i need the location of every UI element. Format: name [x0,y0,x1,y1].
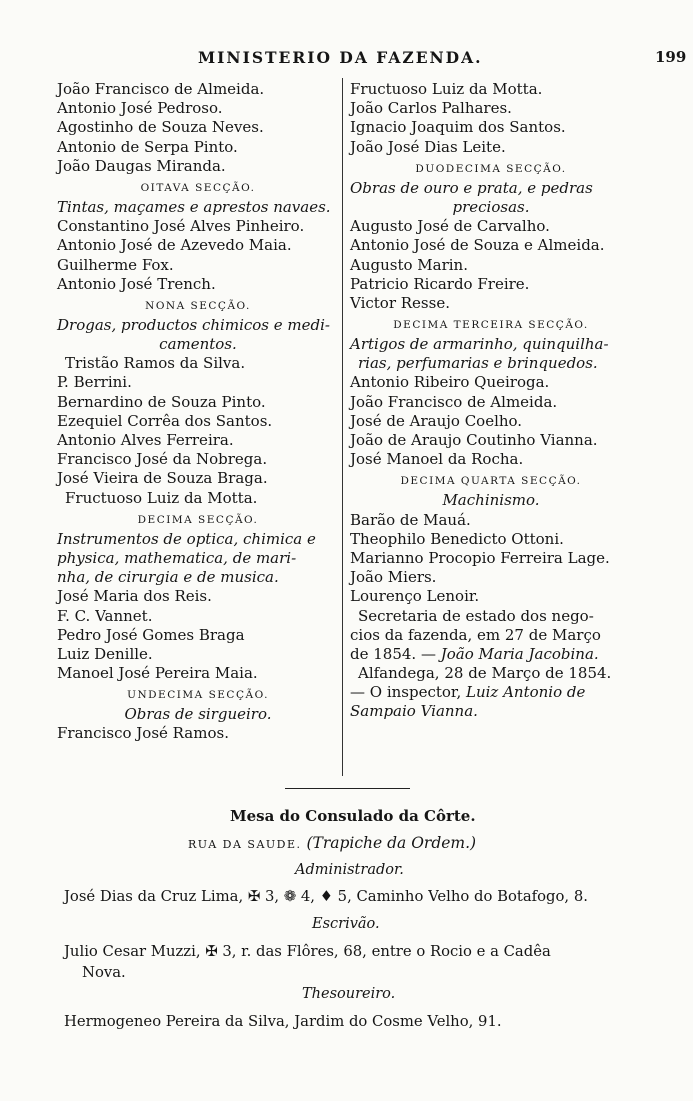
page-number: 199 [655,48,687,66]
section-heading-decima-terceira: DECIMA TERCEIRA SECÇÃO. [393,319,589,332]
escrivao-entry-cont: Nova. [82,964,126,981]
admin-label: Administrador. [295,862,404,878]
section-divider [285,788,410,789]
section-heading-undecima: UNDECIMA SECÇÃO. [127,689,269,702]
name-line: Victor Resse. [350,293,450,312]
closing-text: Secretaria de estado dos nego- [358,606,594,625]
section-subject: Drogas, productos chimicos e medi- [57,315,330,334]
section-subject: Artigos de armarinho, quinquilha- [350,335,609,354]
name-line: Francisco José Ramos. [57,724,229,743]
running-title: MINISTERIO DA FAZENDA. [198,48,483,67]
section-heading-oitava: OITAVA SECÇÃO. [140,181,256,194]
name-line: Theophilo Benedicto Ottoni. [350,529,564,548]
name-line: João Miers. [350,568,437,587]
name-line: Patricio Ricardo Freire. [350,274,530,293]
page-header [0,48,693,74]
inspector-label: — O inspector, [350,683,466,702]
closing-text: cios da fazenda, em 27 de Março [350,625,601,644]
name-line: Manoel José Pereira Maia. [57,664,258,683]
name-line: F. C. Vannet. [57,606,153,625]
name-line: Antonio de Serpa Pinto. [57,137,238,156]
name-line: Antonio Ribeiro Queiroga. [350,373,550,392]
consulado-address [188,833,476,855]
name-line: Tristão Ramos da Silva. [65,354,246,373]
closing-text: Alfandega, 28 de Março de 1854. [358,664,612,683]
name-line: Agostinho de Souza Neves. [57,118,264,137]
section-subject: Tintas, maçames e aprestos navaes. [57,197,331,216]
section-subject: physica, mathematica, de mari- [57,548,297,567]
closing-date: de 1854. — [350,644,441,663]
section-subject: Instrumentos de optica, chimica e [57,529,316,548]
name-line: Bernardino de Souza Pinto. [57,392,266,411]
tesoureiro-label: Thesoureiro. [302,986,396,1002]
name-line: Ignacio Joaquim dos Santos. [350,118,566,137]
inspector-name: Luiz Antonio de [466,683,586,702]
name-line: Luiz Denille. [57,644,153,663]
name-line: João José Dias Leite. [350,137,506,156]
address-street: RUA DA SAUDE. [188,838,302,851]
section-heading-nona: NONA SECÇÃO. [145,299,251,312]
section-heading-decima: DECIMA SECÇÃO. [137,513,259,526]
name-line: Antonio José Pedroso. [57,99,223,118]
section-subject: nha, de cirurgia e de musica. [57,568,279,587]
name-line: Lourenço Lenoir. [350,587,480,606]
section-subject: Obras de sirgueiro. [124,705,272,724]
name-line: João Daugas Miranda. [57,156,226,175]
name-line: Fructuoso Luiz da Motta. [65,488,258,507]
name-line: João de Araujo Coutinho Vianna. [350,431,598,449]
name-line: Antonio José Trench. [57,274,216,293]
column-divider [342,78,343,776]
name-line: Ezequiel Corrêa dos Santos. [57,411,273,430]
section-heading-duodecima: DUODECIMA SECÇÃO. [415,162,567,175]
name-line: Marianno Procopio Ferreira Lage. [350,548,610,567]
signatory-name: João Maria Jacobina. [440,644,599,663]
right-column [350,80,632,722]
address-building: (Trapiche da Ordem.) [306,834,477,852]
name-line: Francisco José da Nobrega. [57,450,268,469]
name-line: Antonio José de Souza e Almeida. [350,236,605,255]
closing-text [350,645,632,664]
name-line: João Francisco de Almeida. [350,392,558,411]
section-subject: Obras de ouro e prata, e pedras [350,178,593,197]
escrivao-label: Escrivão. [312,916,380,932]
left-column [57,80,339,744]
name-line: Fructuoso Luiz da Motta. [350,80,543,98]
name-line: João Carlos Palhares. [350,99,512,118]
inspector-name-cont: Sampaio Vianna. [350,702,478,721]
name-line: Augusto José de Carvalho. [350,217,550,236]
name-line: Antonio Alves Ferreira. [57,431,234,449]
name-line: Pedro José Gomes Braga [57,625,245,644]
section-subject: Machinismo. [442,491,540,510]
section-subject: preciosas. [452,197,530,216]
closing-text [350,683,632,702]
name-line: Guilherme Fox. [57,255,174,274]
name-line: Constantino José Alves Pinheiro. [57,217,305,236]
name-line: José Vieira de Souza Braga. [57,469,268,488]
name-line: Barão de Mauá. [350,510,471,529]
name-line: José de Araujo Coelho. [350,411,523,430]
section-heading-decima-quarta: DECIMA QUARTA SECÇÃO. [400,475,582,488]
tesoureiro-entry: Hermogeneo Pereira da Silva, Jardim do Cosme Velho, 91. [64,1013,502,1030]
name-line: José Manoel da Rocha. [350,450,524,469]
name-line: João Francisco de Almeida. [57,80,265,98]
name-line: José Maria dos Reis. [57,587,212,606]
consulado-title: Mesa do Consulado da Côrte. [230,807,476,825]
name-line: Augusto Marin. [350,255,468,274]
admin-entry: José Dias da Cruz Lima, ✠ 3, ❁ 4, ♦ 5, Caminho Velho do Botafogo, 8. [64,888,588,905]
section-subject: camentos. [159,335,237,354]
escrivao-entry: Julio Cesar Muzzi, ✠ 3, r. das Flôres, 68, entre o Rocio e a Cadêa [64,943,551,960]
name-line: P. Berrini. [57,373,132,392]
section-subject: rias, perfumarias e brinquedos. [358,354,598,373]
name-line: Antonio José de Azevedo Maia. [57,236,292,255]
